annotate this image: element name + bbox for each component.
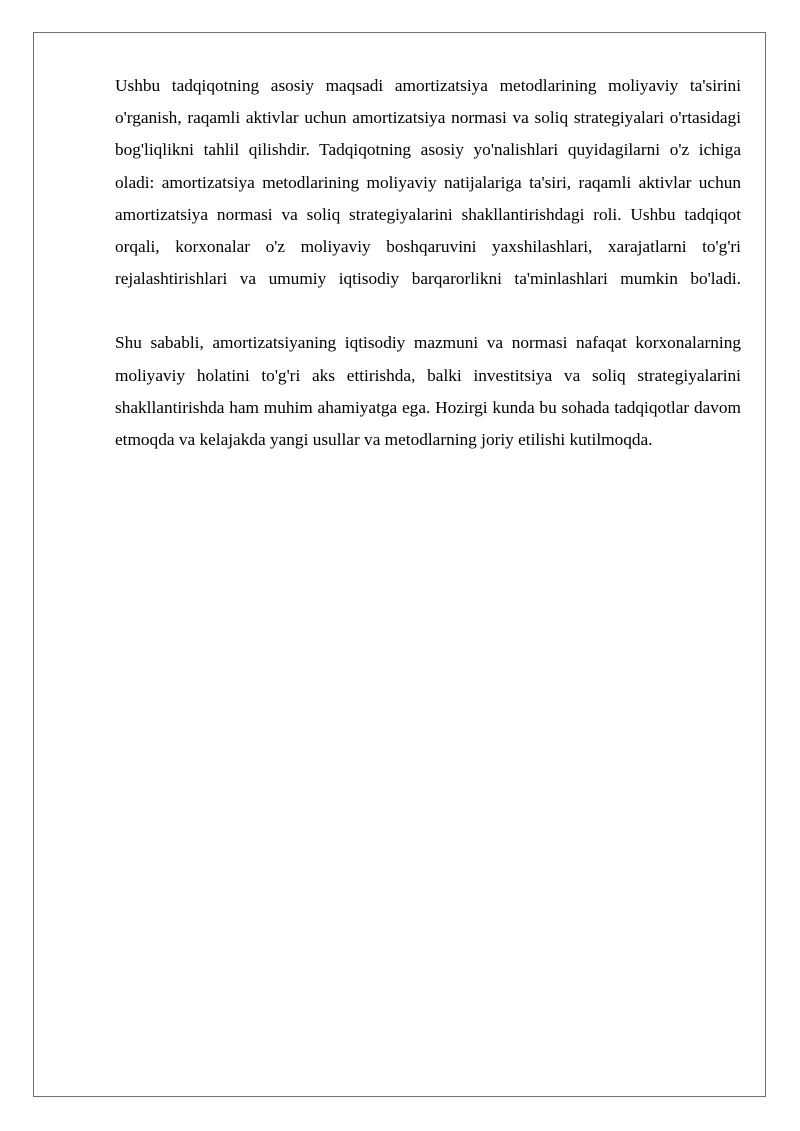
paragraph-1: Ushbu tadqiqotning asosiy maqsadi amortizatsiya metodlarining moliyaviy ta'sirini o'rganish, raqamli aktivlar uchun amortizatsiya normasi va soliq strategiyalari o'rtasidagi bog'liqlikni tahlil qilishdir. Tadqiqotning asosiy yo'nalishlari quyidagilarni o'z ichiga oladi: amortizatsiya metodlarining moliyaviy natijalariga ta'siri, raqamli aktivlar uchun amortizatsiya normasi va soliq strategiyalarini shakllantirishdagi roli. Ushbu tadqiqot orqali, korxonalar o'z moliyaviy boshqaruvini yaxshilashlari, xarajatlarni to'g'ri rejalashtirishlari va umumiy iqtisodiy barqarorlikni ta'minlashlari mumkin bo'ladi. — [115, 76, 741, 289]
document-body — [115, 70, 741, 456]
paragraph-2: Shu sababli, amortizatsiyaning iqtisodiy mazmuni va normasi nafaqat korxonalarning moliyaviy holatini to'g'ri aks ettirishda, balki investitsiya va soliq strategiyalarini shakllantirishda ham muhim ahamiyatga ega. Hozirgi kunda bu sohada tadqiqotlar davom etmoqda va kelajakda yangi usullar va metodlarning joriy etilishi kutilmoqda. — [115, 333, 741, 450]
